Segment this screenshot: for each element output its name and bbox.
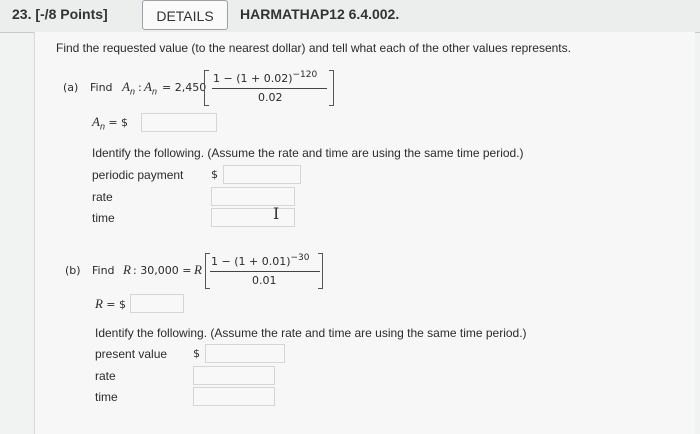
part-b-find-text: Find [92, 264, 115, 277]
part-b-numerator: $1 - (1 + 0.01)^{-30}$ [211, 253, 310, 268]
part-a-eq-lhs: $A_n$ [144, 79, 157, 97]
part-a-periodic-payment-prefix: $ [211, 168, 218, 181]
part-b-answer-label: R = $ [95, 296, 127, 311]
part-b-denominator: 0.01 [252, 274, 277, 287]
part-a-periodic-payment-label: periodic payment [92, 168, 184, 182]
part-a-answer-input[interactable] [141, 113, 217, 132]
part-a-fraction-bar [212, 88, 327, 89]
part-b-present-value-prefix: $ [193, 347, 200, 360]
question-panel [34, 32, 695, 434]
part-b-label: (b) [65, 264, 81, 277]
part-a-periodic-payment-input[interactable] [223, 165, 301, 184]
part-a-rate-label: rate [92, 190, 113, 204]
part-b-rate-input[interactable] [193, 366, 275, 385]
part-a-answer-label: $A_n$ = $ [92, 114, 129, 132]
part-b-fraction-bar [210, 271, 320, 272]
part-b-rhs-var: R [194, 262, 202, 277]
part-b-present-value-label: present value [95, 347, 168, 361]
question-number: 23. [-/8 Points] [12, 6, 108, 22]
part-a-find-var: $A_n$ [122, 79, 135, 97]
part-b-present-value-input[interactable] [205, 344, 285, 363]
part-a-time-input[interactable] [211, 208, 295, 227]
part-a-colon: : [138, 81, 142, 94]
part-b-right-bracket [318, 253, 323, 289]
part-a-denominator: 0.02 [258, 91, 283, 104]
part-a-label: (a) [63, 81, 79, 94]
part-a-identify-text: Identify the following. (Assume the rate and time are using the same time period.) [92, 146, 524, 160]
part-a-time-label: time [92, 211, 115, 225]
part-a-eq-rhs-prefix: = 2,450 [162, 81, 207, 94]
question-header [0, 0, 700, 33]
part-b-identify-text: Identify the following. (Assume the rate and time are using the same time period.) [95, 326, 527, 340]
instructions: Find the requested value (to the nearest dollar) and tell what each of the other values represents. [56, 41, 571, 55]
problem-id: HARMATHAP12 6.4.002. [240, 6, 400, 22]
details-button[interactable]: DETAILS [142, 0, 228, 30]
part-b-time-label: time [95, 390, 118, 404]
part-a-find-text: Find [90, 81, 113, 94]
part-b-find-var: R [123, 262, 131, 277]
part-a-rate-input[interactable] [211, 187, 295, 206]
part-b-rate-label: rate [95, 369, 116, 383]
part-a-right-bracket [329, 70, 334, 106]
part-b-equation-prefix: : 30,000 = [133, 264, 192, 277]
part-a-left-bracket [204, 70, 209, 106]
part-b-answer-input[interactable] [130, 294, 184, 313]
part-a-numerator: $1 - (1 + 0.02)^{-120}$ [213, 70, 318, 85]
part-b-time-input[interactable] [193, 387, 275, 406]
text-cursor-icon: I [273, 204, 280, 223]
